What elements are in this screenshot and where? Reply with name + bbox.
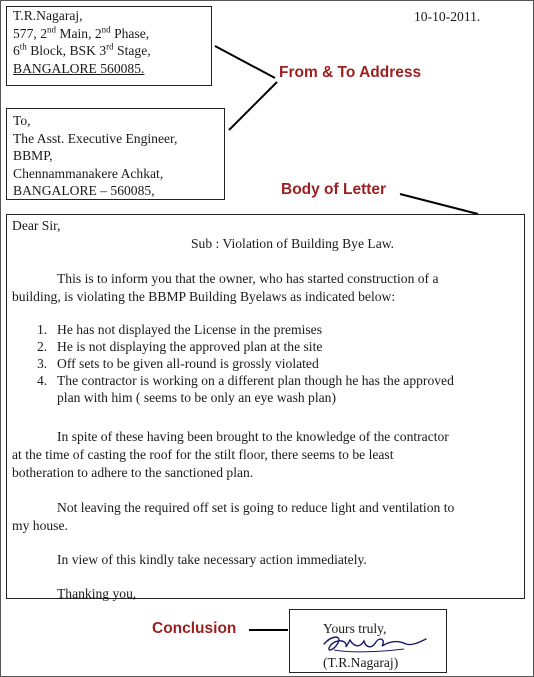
paragraph-2-line-1: In spite of these having been brought to the knowledge of the contractor: [57, 429, 449, 444]
subject-line: Sub : Violation of Building Bye Law.: [191, 236, 395, 251]
to-line: To,: [13, 113, 31, 128]
recipient-city: BANGALORE – 560085,: [13, 183, 155, 198]
intro-line-2: building, is violating the BBMP Building Byelaws as indicated below:: [12, 289, 396, 304]
intro-line-1: This is to inform you that the owner, who has started construction of a: [57, 271, 439, 286]
signer-name: (T.R.Nagaraj): [323, 655, 399, 670]
paragraph-3-line-1: Not leaving the required off set is going to reduce light and ventilation to: [57, 500, 455, 515]
sender-name: T.R.Nagaraj,: [13, 8, 83, 23]
violation-list: [37, 321, 454, 406]
letter-body-box: [6, 214, 525, 599]
from-to-label: From & To Address: [279, 64, 422, 81]
letter-date: 10-10-2011.: [414, 9, 481, 24]
paragraph-4: In view of this kindly take necessary action immediately.: [57, 552, 367, 567]
conclusion-label: Conclusion: [152, 620, 237, 637]
paragraph-3-line-2: my house.: [12, 518, 68, 533]
list-item: 3. Off sets to be given all-round is grossly violated: [37, 356, 319, 371]
list-item: 1. He has not displayed the License in the premises: [37, 322, 323, 337]
conclusion-box: [289, 609, 447, 673]
body-label: Body of Letter: [281, 181, 387, 198]
list-item: 4. The contractor is working on a different plan though he has the approved plan with him ( seems to be only an eye wash plan): [37, 373, 454, 405]
list-item: 2. He is not displaying the approved plan at the site: [37, 339, 323, 354]
salutation: Dear Sir,: [12, 218, 61, 233]
paragraph-2-line-2: at the time of casting the roof for the stilt floor, there seems to be least: [12, 447, 394, 462]
recipient-area: Chennammanakere Achkat,: [13, 165, 164, 181]
sender-city: BANGALORE 560085.: [13, 60, 145, 76]
closing-line: Thanking you,: [57, 586, 137, 601]
recipient-title: The Asst. Executive Engineer,: [13, 130, 178, 146]
sender-street: 577, 2nd Main, 2nd Phase,: [13, 23, 150, 41]
sender-block: 6th Block, BSK 3rd Stage,: [13, 41, 151, 58]
to-address-box: [6, 108, 225, 200]
valediction: Yours truly,: [323, 621, 387, 636]
from-address-box: [6, 6, 212, 86]
paragraph-2-line-3: botheration to adhere to the sanctioned plan.: [12, 465, 254, 480]
recipient-org: BBMP,: [13, 148, 53, 163]
